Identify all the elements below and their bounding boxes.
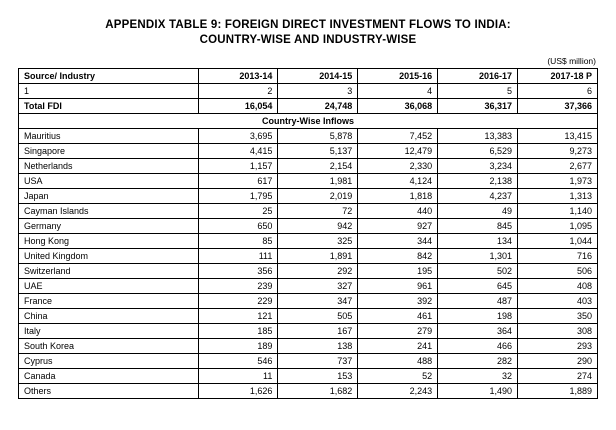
row-label: Cayman Islands	[19, 204, 199, 219]
row-value-2013-14: 229	[198, 294, 278, 309]
row-value-2015-16: 344	[358, 234, 438, 249]
row-value-2014-15: 292	[278, 264, 358, 279]
units-note: (US$ million)	[547, 56, 596, 66]
column-number-1: 1	[19, 84, 199, 99]
row-label: Italy	[19, 324, 199, 339]
row-value-2017-18: 9,273	[518, 144, 598, 159]
row-value-2013-14: 3,695	[198, 129, 278, 144]
row-value-2013-14: 111	[198, 249, 278, 264]
row-value-2016-17: 845	[438, 219, 518, 234]
row-value-2013-14: 1,157	[198, 159, 278, 174]
row-value-2016-17: 3,234	[438, 159, 518, 174]
row-value-2013-14: 85	[198, 234, 278, 249]
table-row-total-fdi	[19, 99, 598, 114]
row-value-2014-15: 327	[278, 279, 358, 294]
row-value-2016-17: 36,317	[438, 99, 518, 114]
row-value-2017-18: 290	[518, 354, 598, 369]
table-row	[19, 174, 598, 189]
table-header-row	[19, 69, 598, 84]
row-value-2014-15: 2,154	[278, 159, 358, 174]
row-value-2017-18: 403	[518, 294, 598, 309]
row-label: France	[19, 294, 199, 309]
table-row	[19, 384, 598, 399]
table-row	[19, 159, 598, 174]
row-value-2017-18: 506	[518, 264, 598, 279]
row-value-2014-15: 942	[278, 219, 358, 234]
table-row	[19, 219, 598, 234]
row-label: United Kingdom	[19, 249, 199, 264]
row-value-2017-18: 350	[518, 309, 598, 324]
page-title-line2: COUNTRY-WISE AND INDUSTRY-WISE	[199, 34, 417, 46]
row-value-2013-14: 617	[198, 174, 278, 189]
row-value-2013-14: 185	[198, 324, 278, 339]
row-value-2013-14: 1,626	[198, 384, 278, 399]
row-label: China	[19, 309, 199, 324]
row-value-2015-16: 2,243	[358, 384, 438, 399]
row-value-2017-18: 1,973	[518, 174, 598, 189]
row-value-2013-14: 1,795	[198, 189, 278, 204]
row-value-2015-16: 961	[358, 279, 438, 294]
table-row	[19, 189, 598, 204]
row-label: Hong Kong	[19, 234, 199, 249]
row-value-2014-15: 5,137	[278, 144, 358, 159]
table-row	[19, 294, 598, 309]
row-value-2016-17: 364	[438, 324, 518, 339]
row-value-2015-16: 461	[358, 309, 438, 324]
row-value-2014-15: 167	[278, 324, 358, 339]
row-value-2016-17: 198	[438, 309, 518, 324]
row-value-2016-17: 1,490	[438, 384, 518, 399]
row-value-2015-16: 842	[358, 249, 438, 264]
row-value-2013-14: 650	[198, 219, 278, 234]
fdi-table	[18, 68, 598, 399]
table-row	[19, 204, 598, 219]
table-row	[19, 324, 598, 339]
row-value-2015-16: 1,818	[358, 189, 438, 204]
row-value-2014-15: 1,981	[278, 174, 358, 189]
row-value-2014-15: 505	[278, 309, 358, 324]
row-value-2013-14: 121	[198, 309, 278, 324]
row-value-2016-17: 645	[438, 279, 518, 294]
row-label: Netherlands	[19, 159, 199, 174]
row-value-2017-18: 293	[518, 339, 598, 354]
row-value-2014-15: 737	[278, 354, 358, 369]
row-value-2014-15: 1,682	[278, 384, 358, 399]
column-number-5: 5	[438, 84, 518, 99]
row-value-2013-14: 546	[198, 354, 278, 369]
row-value-2014-15: 72	[278, 204, 358, 219]
column-header-2015-16: 2015-16	[358, 69, 438, 84]
row-value-2014-15: 347	[278, 294, 358, 309]
row-value-2015-16: 195	[358, 264, 438, 279]
table-row	[19, 339, 598, 354]
row-value-2017-18: 1,889	[518, 384, 598, 399]
column-header-source-industry: Source/ Industry	[19, 69, 199, 84]
row-label: South Korea	[19, 339, 199, 354]
row-value-2017-18: 408	[518, 279, 598, 294]
row-value-2015-16: 241	[358, 339, 438, 354]
column-number-6: 6	[518, 84, 598, 99]
table-row	[19, 234, 598, 249]
row-value-2015-16: 279	[358, 324, 438, 339]
row-value-2014-15: 24,748	[278, 99, 358, 114]
row-value-2013-14: 16,054	[198, 99, 278, 114]
row-value-2016-17: 13,383	[438, 129, 518, 144]
row-value-2015-16: 2,330	[358, 159, 438, 174]
column-header-2017-18: 2017-18 P	[518, 69, 598, 84]
column-number-2: 2	[198, 84, 278, 99]
row-value-2016-17: 4,237	[438, 189, 518, 204]
row-value-2015-16: 927	[358, 219, 438, 234]
row-value-2016-17: 466	[438, 339, 518, 354]
row-value-2013-14: 189	[198, 339, 278, 354]
row-value-2017-18: 1,140	[518, 204, 598, 219]
row-value-2016-17: 32	[438, 369, 518, 384]
column-header-2016-17: 2016-17	[438, 69, 518, 84]
row-value-2017-18: 13,415	[518, 129, 598, 144]
row-value-2014-15: 5,878	[278, 129, 358, 144]
row-value-2015-16: 36,068	[358, 99, 438, 114]
table-row	[19, 264, 598, 279]
column-header-2014-15: 2014-15	[278, 69, 358, 84]
row-value-2015-16: 440	[358, 204, 438, 219]
row-value-2014-15: 153	[278, 369, 358, 384]
row-value-2014-15: 1,891	[278, 249, 358, 264]
row-value-2014-15: 2,019	[278, 189, 358, 204]
row-value-2013-14: 11	[198, 369, 278, 384]
page-title-line1: APPENDIX TABLE 9: FOREIGN DIRECT INVESTMENT FLOWS TO INDIA:	[105, 19, 511, 31]
section-heading-country-wise-inflows: Country-Wise Inflows	[19, 114, 598, 129]
table-header	[19, 69, 598, 84]
row-value-2013-14: 25	[198, 204, 278, 219]
row-value-2015-16: 7,452	[358, 129, 438, 144]
section-heading-row	[19, 114, 598, 129]
row-value-2016-17: 2,138	[438, 174, 518, 189]
column-number-row	[19, 84, 598, 99]
row-label: Germany	[19, 219, 199, 234]
table-row	[19, 129, 598, 144]
row-label: Switzerland	[19, 264, 199, 279]
row-label: Canada	[19, 369, 199, 384]
row-label: Singapore	[19, 144, 199, 159]
row-value-2014-15: 138	[278, 339, 358, 354]
row-value-2016-17: 1,301	[438, 249, 518, 264]
row-value-2016-17: 502	[438, 264, 518, 279]
row-label: Cyprus	[19, 354, 199, 369]
row-value-2017-18: 2,677	[518, 159, 598, 174]
row-value-2016-17: 134	[438, 234, 518, 249]
row-value-2017-18: 1,313	[518, 189, 598, 204]
column-header-2013-14: 2013-14	[198, 69, 278, 84]
table-row	[19, 309, 598, 324]
row-value-2013-14: 356	[198, 264, 278, 279]
row-label: Total FDI	[19, 99, 199, 114]
row-value-2017-18: 274	[518, 369, 598, 384]
column-number-3: 3	[278, 84, 358, 99]
row-label: USA	[19, 174, 199, 189]
row-value-2015-16: 12,479	[358, 144, 438, 159]
column-number-4: 4	[358, 84, 438, 99]
table-row	[19, 369, 598, 384]
row-value-2016-17: 49	[438, 204, 518, 219]
row-value-2017-18: 716	[518, 249, 598, 264]
row-value-2016-17: 6,529	[438, 144, 518, 159]
row-value-2013-14: 4,415	[198, 144, 278, 159]
table-row	[19, 249, 598, 264]
row-value-2016-17: 282	[438, 354, 518, 369]
row-value-2017-18: 37,366	[518, 99, 598, 114]
row-label: Others	[19, 384, 199, 399]
table-row	[19, 279, 598, 294]
row-value-2017-18: 1,044	[518, 234, 598, 249]
row-label: Mauritius	[19, 129, 199, 144]
row-value-2013-14: 239	[198, 279, 278, 294]
row-label: UAE	[19, 279, 199, 294]
row-value-2017-18: 1,095	[518, 219, 598, 234]
row-value-2015-16: 52	[358, 369, 438, 384]
row-value-2015-16: 4,124	[358, 174, 438, 189]
row-value-2015-16: 392	[358, 294, 438, 309]
row-value-2015-16: 488	[358, 354, 438, 369]
row-value-2014-15: 325	[278, 234, 358, 249]
row-value-2016-17: 487	[438, 294, 518, 309]
row-label: Japan	[19, 189, 199, 204]
row-value-2017-18: 308	[518, 324, 598, 339]
table-row	[19, 144, 598, 159]
table-body	[19, 84, 598, 399]
table-row	[19, 354, 598, 369]
